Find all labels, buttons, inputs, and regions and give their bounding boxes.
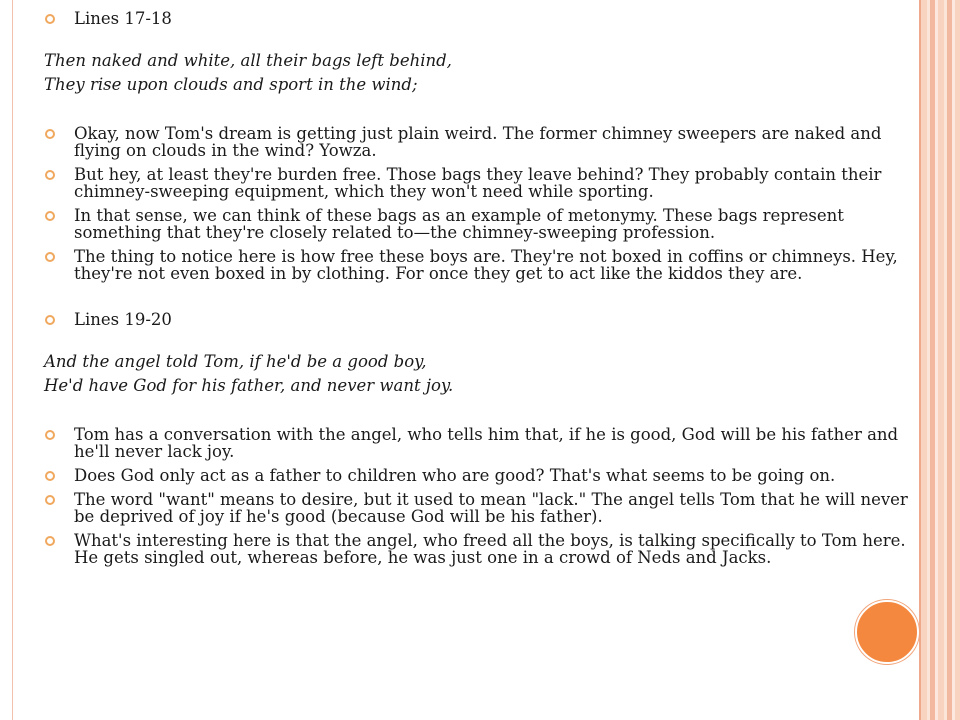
decorative-orange-circle <box>855 600 919 664</box>
commentary-bullet: Okay, now Tom's dream is getting just plain weird. The former chimney sweepers are naked and flying on clouds in the wind? Yowza. <box>44 125 914 159</box>
slide-content <box>44 10 914 573</box>
decorative-stripes <box>921 0 960 720</box>
slide-left-margin <box>0 0 12 720</box>
commentary-bullet: Does God only act as a father to children who are good? That's what seems to be going on. <box>44 467 914 484</box>
commentary-bullet: The word "want" means to desire, but it used to mean "lack." The angel tells Tom that he will never be deprived of joy if he's good (because God will be his father). <box>44 491 914 525</box>
commentary-bullet: In that sense, we can think of these bags as an example of metonymy. These bags represent something that they're closely related to—the chimney-sweeping profession. <box>44 207 914 241</box>
commentary-bullet: The thing to notice here is how free these boys are. They're not boxed in coffins or chimneys. Hey, they're not even boxed in by clothing. For once they get to act like the kiddos they are. <box>44 248 914 282</box>
commentary-bullet: But hey, at least they're burden free. Those bags they leave behind? They probably contain their chimney-sweeping equipment, which they won't need while sporting. <box>44 166 914 200</box>
slide-border-line <box>12 0 13 720</box>
quote-line: They rise upon clouds and sport in the wind; <box>44 75 418 94</box>
quote-line: Then naked and white, all their bags left behind, <box>44 51 452 70</box>
commentary-bullet: What's interesting here is that the angel, who freed all the boys, is talking specifically to Tom here. He gets singled out, whereas before, he was just one in a crowd of Neds and Jacks. <box>44 532 914 566</box>
quote-line: And the angel told Tom, if he'd be a good boy, <box>44 352 427 371</box>
commentary-bullet: Tom has a conversation with the angel, who tells him that, if he is good, God will be his father and he'll never lack joy. <box>44 426 914 460</box>
section-heading-lines-17-18: Lines 17-18 <box>44 10 914 27</box>
section-heading-lines-19-20: Lines 19-20 <box>44 311 914 328</box>
quote-line: He'd have God for his father, and never want joy. <box>44 376 454 395</box>
